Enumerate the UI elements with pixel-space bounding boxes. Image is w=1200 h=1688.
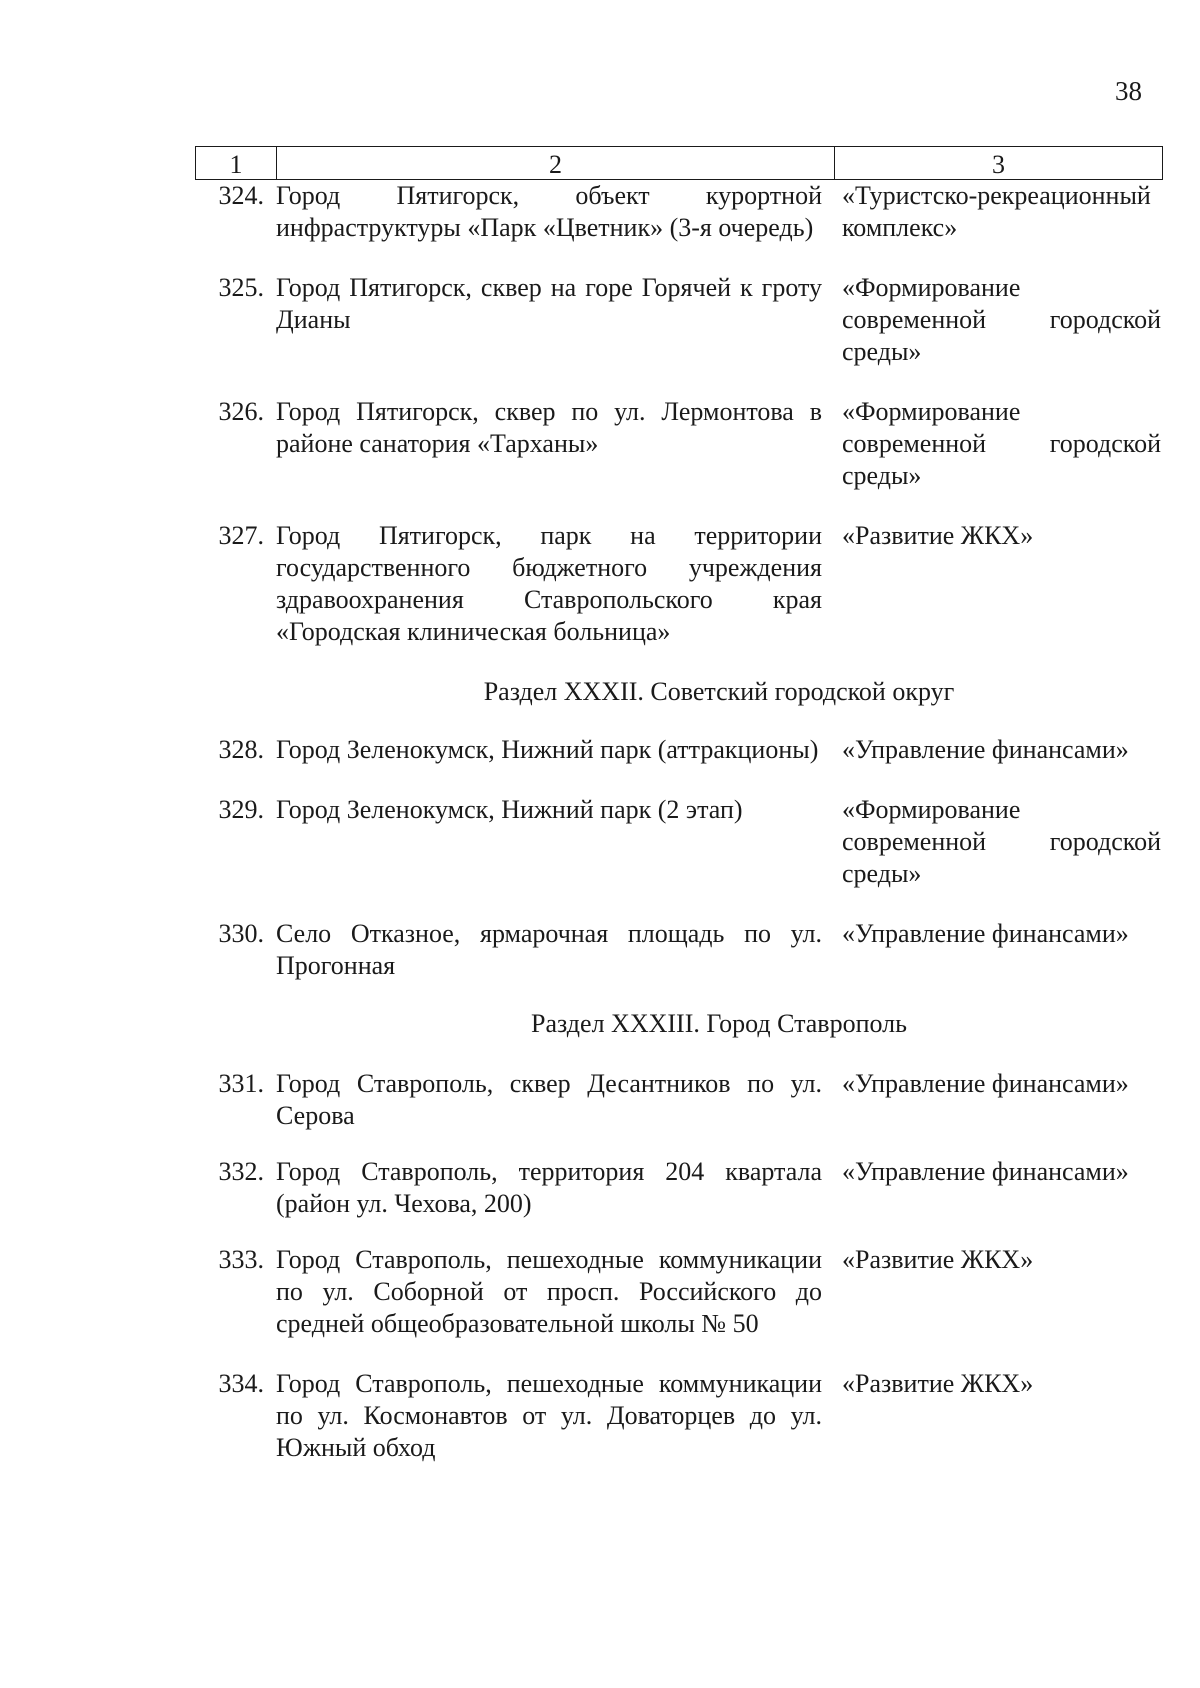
header-col-2: 2 xyxy=(277,147,835,179)
table-row xyxy=(195,1156,1163,1220)
object-name: Село Отказное, ярмарочная площадь по ул. Прогонная xyxy=(276,919,822,980)
object-name: Город Пятигорск, объект курортной инфраструктуры «Парк «Цветник» (3-я очередь) xyxy=(276,181,822,242)
table-row xyxy=(195,272,1163,368)
table-row xyxy=(195,1244,1163,1340)
row-number: 328. xyxy=(218,735,264,764)
program-name: «Управление финансами» xyxy=(842,735,1129,764)
table-row xyxy=(195,794,1163,890)
section-heading: Раздел XXXII. Советский городской округ xyxy=(483,677,955,706)
program-name: «Управление финансами» xyxy=(842,1157,1129,1186)
table-row xyxy=(195,918,1163,982)
program-name: «Формирование современной городской среды» xyxy=(842,397,1161,490)
program-name: «Управление финансами» xyxy=(842,1069,1129,1098)
object-name: Город Ставрополь, пешеходные коммуникации по ул. Космонавтов от ул. Доваторцев до ул. Южный обход xyxy=(276,1369,822,1462)
object-name: Город Зеленокумск, Нижний парк (аттракционы) xyxy=(276,735,819,764)
row-number: 325. xyxy=(218,273,264,302)
row-number: 330. xyxy=(218,919,264,948)
table-row xyxy=(195,734,1163,766)
program-name: «Формирование современной городской среды» xyxy=(842,273,1161,366)
program-name: «Развитие ЖКХ» xyxy=(842,1369,1034,1398)
row-number: 327. xyxy=(218,521,264,550)
object-name: Город Зеленокумск, Нижний парк (2 этап) xyxy=(276,795,743,824)
row-number: 326. xyxy=(218,397,264,426)
program-name: «Развитие ЖКХ» xyxy=(842,521,1034,550)
table-row xyxy=(195,180,1163,244)
program-name: «Формирование современной городской среды» xyxy=(842,795,1161,888)
object-name: Город Пятигорск, парк на территории государственного бюджетного учреждения здравоохранения Ставропольского края «Городская клиническая больница» xyxy=(276,521,822,646)
row-number: 331. xyxy=(218,1069,264,1098)
table-row xyxy=(195,396,1163,492)
object-name: Город Пятигорск, сквер на горе Горячей к гроту Дианы xyxy=(276,273,822,334)
row-number: 333. xyxy=(218,1245,264,1274)
program-name: «Развитие ЖКХ» xyxy=(842,1245,1034,1274)
program-name: «Туристско-рекреационный комплекс» xyxy=(842,181,1151,242)
table-row xyxy=(195,520,1163,648)
table-row xyxy=(195,1368,1163,1464)
row-number: 332. xyxy=(218,1157,264,1186)
row-number: 324. xyxy=(218,181,264,210)
object-name: Город Ставрополь, пешеходные коммуникации по ул. Соборной от просп. Российского до средней общеобразовательной школы № 50 xyxy=(276,1245,822,1338)
section-heading: Раздел XXXIII. Город Ставрополь xyxy=(531,1009,907,1038)
object-name: Город Ставрополь, территория 204 квартала (район ул. Чехова, 200) xyxy=(276,1157,822,1218)
table-header xyxy=(195,146,1163,180)
header-col-3: 3 xyxy=(992,150,1005,179)
page-number: 38 xyxy=(1115,76,1142,106)
program-name: «Управление финансами» xyxy=(842,919,1129,948)
row-number: 329. xyxy=(218,795,264,824)
table-body xyxy=(195,180,1163,1464)
object-name: Город Ставрополь, сквер Десантников по ул. Серова xyxy=(276,1069,822,1130)
row-number: 334. xyxy=(218,1369,264,1398)
object-name: Город Пятигорск, сквер по ул. Лермонтова в районе санатория «Тарханы» xyxy=(276,397,822,458)
header-col-1: 1 xyxy=(196,147,277,179)
table-row xyxy=(195,1068,1163,1132)
